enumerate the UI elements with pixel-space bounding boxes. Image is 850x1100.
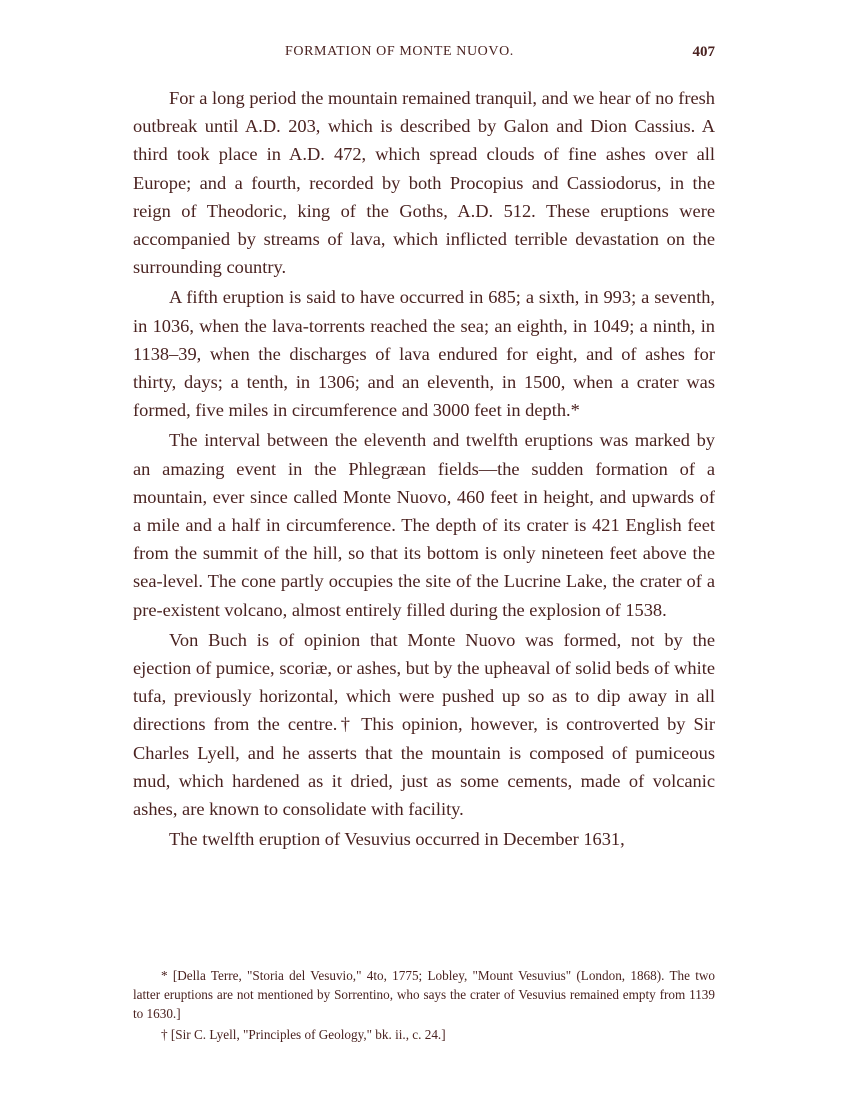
page-number: 407	[692, 44, 715, 60]
paragraph-1: For a long period the mountain remained tranquil, and we hear of no fresh outbreak until A.D. 203, which is described by Galon and Dion Cassius. A third took place in A.D. 472, which spread clouds of fine ashes over all Europe; and a fourth, recorded by both Procopius and Cassiodorus, in the reign of Theodoric, king of the Goths, A.D. 512. These eruptions were accompanied by streams of lava, which inflicted terrible devastation on the surrounding country.	[133, 88, 715, 278]
footnote-asterisk: * [Della Terre, "Storia del Vesuvio," 4to, 1775; Lobley, "Mount Vesuvius" (London, 1868). The two latter eruptions are not mentioned by Sorrentino, who says the crater of Vesuvius remained empty from 1139 to 1630.]	[133, 968, 715, 1021]
footnotes	[133, 966, 715, 1044]
body-text	[133, 84, 715, 853]
paragraph-4: Von Buch is of opinion that Monte Nuovo was formed, not by the ejection of pumice, scoriæ, or ashes, but by the upheaval of solid beds of white tufa, previously horizontal, which were pushed up so as to dip away in all directions from the centre.† This opinion, however, is controverted by Sir Charles Lyell, and he asserts that the mountain is composed of pumiceous mud, which hardened as it dried, just as some cements, made of volcanic ashes, are known to consolidate with facility.	[133, 629, 715, 820]
page-header	[135, 44, 715, 68]
running-head: FORMATION OF MONTE NUOVO.	[285, 44, 514, 59]
paragraph-2: A fifth eruption is said to have occurred in 685; a sixth, in 993; a seventh, in 1036, when the lava-torrents reached the sea; an eighth, in 1049; a ninth, in 1138–39, when the discharges of lava endured for eight, and of ashes for thirty, days; a tenth, in 1306; and an eleventh, in 1500, when a crater was formed, five miles in circumference and 3000 feet in depth.*	[133, 287, 715, 421]
paragraph-5: The twelfth eruption of Vesuvius occurred in December 1631,	[169, 829, 625, 850]
paragraph-3: The interval between the eleventh and twelfth eruptions was marked by an amazing event in the Phlegræan fields—the sudden formation of a mountain, ever since called Monte Nuovo, 460 feet in height, and upwards of a mile and a half in circumference. The depth of its crater is 421 English feet from the summit of the hill, so that its bottom is only nineteen feet above the sea-level. The cone partly occupies the site of the Lucrine Lake, the crater of a pre-existent volcano, almost entirely filled during the explosion of 1538.	[133, 430, 715, 620]
footnote-dagger: † [Sir C. Lyell, "Principles of Geology," bk. ii., c. 24.]	[161, 1027, 446, 1042]
